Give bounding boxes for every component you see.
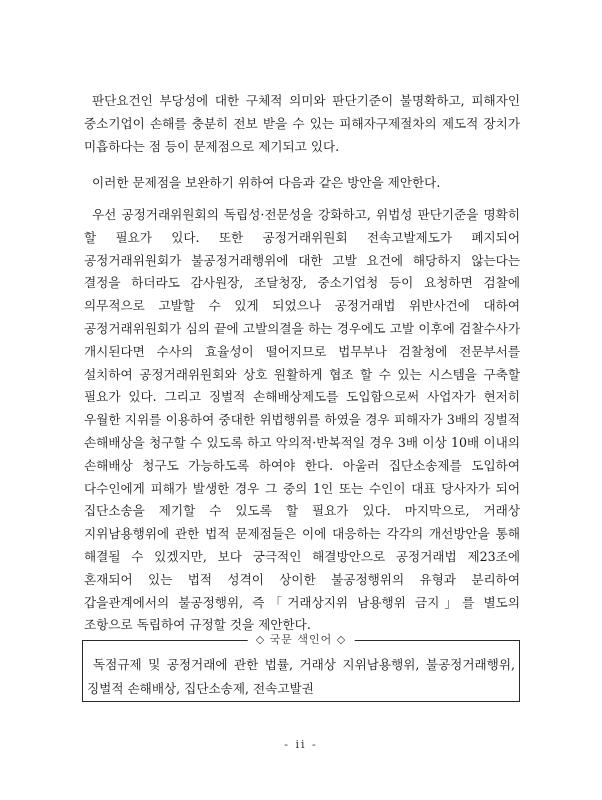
page-number: - ii - [284, 738, 318, 751]
index-keywords: 독점규제 및 공정거래에 관한 법률, 거래상 지위남용행위, 불공정거래행위, 징벌적 손해배상, 집단소송제, 전속고발권 [87, 657, 515, 696]
body-paragraph-2: 이러한 문제점을 보완하기 위하여 다음과 같은 방안을 제안한다. [92, 175, 441, 190]
korean-index-box [82, 633, 520, 702]
body-paragraph-1: 판단요건인 부당성에 대한 구체적 의미와 판단기준이 불명확하고, 피해자인 중소기업이 손해를 충분히 전보 받을 수 있는 피해자구제절차의 제도적 장치가 미흡하다는 점 등이 문제점으로 제기되고 있다. [84, 93, 520, 154]
index-box-title: ◇ 국문 색인어 ◇ [248, 632, 355, 648]
body-paragraph-3: 우선 공정거래위원회의 독립성·전문성을 강화하고, 위법성 판단기준을 명확히 할 필요가 있다. 또한 공정거래위원회 전속고발제도가 폐지되어 공정거래위원회가 불공정거래행위에 대한 고발 요건에 해당하지 않는다는 결정을 하더라도 감사원장, 조달청장, 중소기업청 등이 요청하면 검찰에 의무적으로 고발할 수 있게 되었으나 공정거래법 위반사건에 대하여 공정거래위원회가 심의 끝에 고발의결을 하는 경우에도 고발 이후에 검찰수사가 개시된다면 수사의 효율성이 떨어지므로 법무부나 검찰청에 전문부서를 설치하여 공정거래위원회와 상호 원활하게 협조 할 수 있는 시스템을 구축할 필요가 있다. 그리고 징벌적 손해배상제도를 도입함으로써 사업자가 현저히 우월한 지위를 이용하여 중대한 위법행위를 하였을 경우 피해자가 3배의 징벌적 손해배상을 청구할 수 있도록 하고 악의적·반복적일 경우 3배 이상 10배 이내의 손해배상 청구도 가능하도록 하여야 한다. 아울러 집단소송제를 도입하여 다수인에게 피해가 발생한 경우 그 중의 1인 또는 수인이 대표 당사자가 되어 집단소송을 제기할 수 있도록 할 필요가 있다. 마지막으로, 거래상 지위남용행위에 관한 법적 문제점들은 이에 대응하는 각각의 개선방안을 통해 해결될 수 있겠지만, 보다 궁극적인 해결방안으로 공정거래법 제23조에 혼재되어 있는 법적 성격이 상이한 불공정행위의 유형과 분리하여 갑을관계에서의 불공정행위, 즉「거래상지위 남용행위 금지」를 별도의 조항으로 독립하여 규정할 것을 제안한다. [84, 207, 520, 633]
